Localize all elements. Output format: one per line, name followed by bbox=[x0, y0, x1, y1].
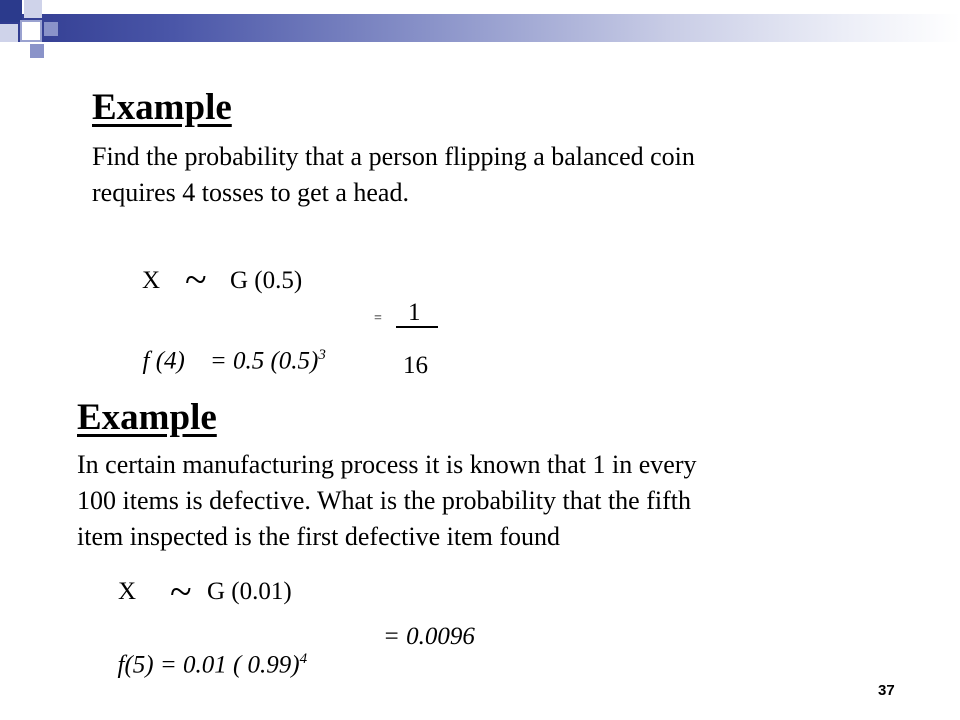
example-2-exponent: 4 bbox=[299, 651, 308, 667]
square-decoration bbox=[0, 0, 22, 22]
fraction-bar bbox=[396, 326, 438, 328]
example-1-equation bbox=[130, 319, 326, 375]
example-1-heading: Example bbox=[92, 87, 232, 128]
example-1-equals: = bbox=[374, 311, 382, 326]
example-1-equation-lhs: f (4) = 0.5 (0.5) bbox=[142, 347, 319, 375]
example-2-dist-var: X bbox=[118, 578, 137, 605]
example-2-distribution: G (0.01) bbox=[207, 578, 292, 605]
example-2-text-line-2: 100 items is defective. What is the probability that the fifth bbox=[77, 486, 691, 515]
example-1-text-line-2: requires 4 tosses to get a head. bbox=[92, 178, 409, 207]
tilde-symbol: ~ bbox=[170, 569, 192, 614]
square-decoration bbox=[20, 20, 42, 42]
square-decoration bbox=[0, 24, 18, 42]
square-decoration bbox=[30, 44, 44, 58]
example-2-heading: Example bbox=[77, 397, 217, 438]
example-2-equation bbox=[105, 623, 307, 679]
example-1-exponent: 3 bbox=[318, 347, 326, 363]
example-2-result: = 0.0096 bbox=[383, 623, 475, 650]
tilde-symbol: ~ bbox=[185, 257, 207, 302]
example-2-equation-lhs: f(5) = 0.01 ( 0.99) bbox=[117, 651, 300, 679]
example-1-dist-var: X bbox=[142, 267, 161, 294]
example-1-distribution: G (0.5) bbox=[230, 267, 303, 294]
header-gradient-bar bbox=[0, 14, 960, 42]
example-1-numerator: 1 bbox=[408, 299, 421, 326]
example-2-text-line-1: In certain manufacturing process it is known that 1 in every bbox=[77, 450, 697, 479]
example-2-text-line-3: item inspected is the first defective item found bbox=[77, 522, 561, 551]
example-1-text-line-1: Find the probability that a person flipping a balanced coin bbox=[92, 142, 695, 171]
slide-number: 37 bbox=[878, 682, 895, 699]
square-decoration bbox=[24, 0, 42, 18]
example-1-denominator: 16 bbox=[403, 352, 428, 379]
square-decoration bbox=[44, 22, 58, 36]
